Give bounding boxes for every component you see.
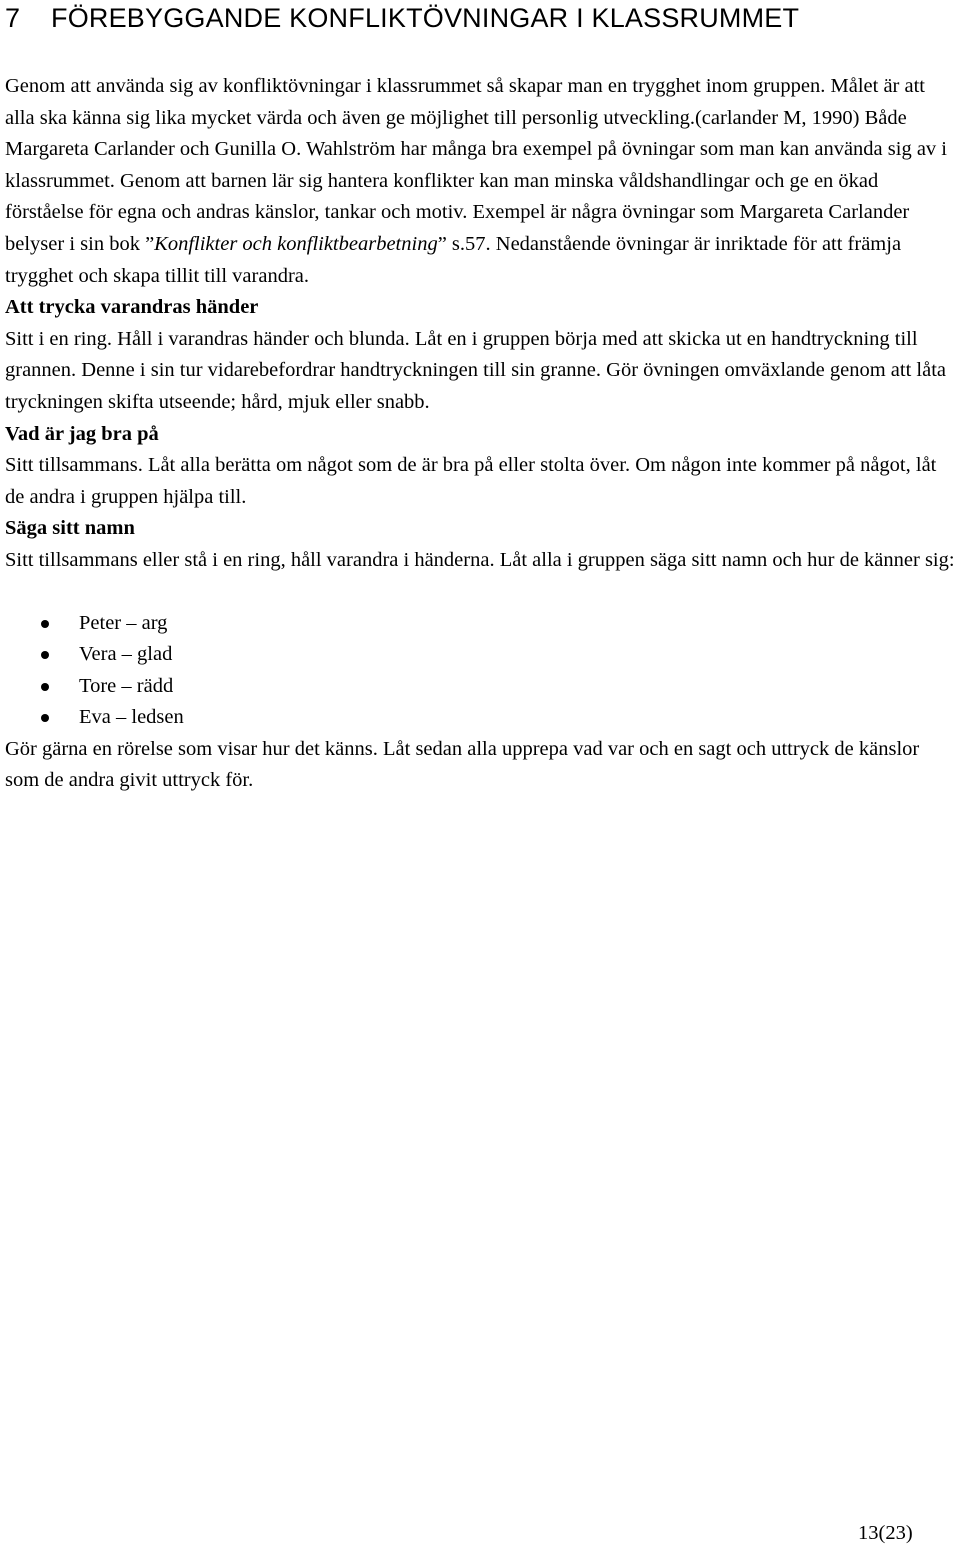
- section-heading-what-am-i-good-at: Vad är jag bra på: [5, 422, 159, 445]
- chapter-title-text: FÖREBYGGANDE KONFLIKTÖVNINGAR I KLASSRUMMET: [51, 3, 800, 33]
- list-item-text: Eva – ledsen: [79, 706, 184, 729]
- list-item-text: Vera – glad: [79, 643, 173, 666]
- list-item: [5, 671, 957, 703]
- closing-paragraph: Gör gärna en rörelse som visar hur det känns. Låt sedan alla upprepa vad var och en sagt och uttryck de känslor som de andra givit uttryck för.: [5, 737, 920, 792]
- list-item: [5, 702, 957, 734]
- name-feeling-list: [5, 608, 957, 734]
- intro-paragraph: [5, 71, 957, 292]
- document-page: [5, 0, 957, 797]
- chapter-title: [5, 0, 957, 35]
- bullet-icon: [41, 651, 49, 659]
- page-number: 13(23): [858, 1522, 913, 1544]
- section-text-hand-squeeze: Sitt i en ring. Håll i varandras händer och blunda. Låt en i gruppen börja med att skicka ut en handtryckning till grannen. Denne i sin tur vidarebefordrar handtryckningen till sin granne. Gör övningen omväxlande genom att låta tryckningen skifta utseende; hård, mjuk eller snabb.: [5, 327, 946, 413]
- intro-text-end: ” s.57. Nedanstående övningar är inriktade för att främja trygghet och skapa tillit till varandra.: [5, 232, 902, 287]
- section-text-say-your-name: Sitt tillsammans eller stå i en ring, håll varandra i händerna. Låt alla i gruppen säga sitt namn och hur de känner sig:: [5, 548, 955, 571]
- bullet-icon: [41, 714, 49, 722]
- section-heading-say-your-name: Säga sitt namn: [5, 517, 135, 540]
- section-heading-hand-squeeze: Att trycka varandras händer: [5, 296, 259, 319]
- book-title: Konflikter och konfliktbearbetning: [154, 232, 438, 255]
- list-item: [5, 639, 957, 671]
- list-item: [5, 608, 957, 640]
- section-text-what-am-i-good-at: Sitt tillsammans. Låt alla berätta om något som de är bra på eller stolta över. Om någon inte kommer på något, låt de andra i gruppen hjälpa till.: [5, 454, 937, 508]
- list-item-text: Peter – arg: [79, 611, 168, 634]
- bullet-icon: [41, 683, 49, 691]
- bullet-icon: [41, 620, 49, 628]
- intro-text-start: Genom att använda sig av konfliktövningar i klassrummet så skapar man en trygghet inom gruppen. Målet är att alla ska känna sig lika mycket värda och även ge möjlighet till personlig utveckling.(carlander M, 1990) Både Margareta Carlander och Gunilla O. Wahlström har många bra exempel på övningar som man kan använda sig av i klassrummet. Genom att barnen lär sig hantera konflikter kan man minska våldshandlingar och ge en ökad förståelse för egna och andras känslor, tankar och motiv. Exempel är några övningar som Margareta Carlander belyser i sin bok ”: [5, 75, 947, 255]
- chapter-number: 7: [5, 3, 21, 33]
- list-item-text: Tore – rädd: [79, 674, 174, 697]
